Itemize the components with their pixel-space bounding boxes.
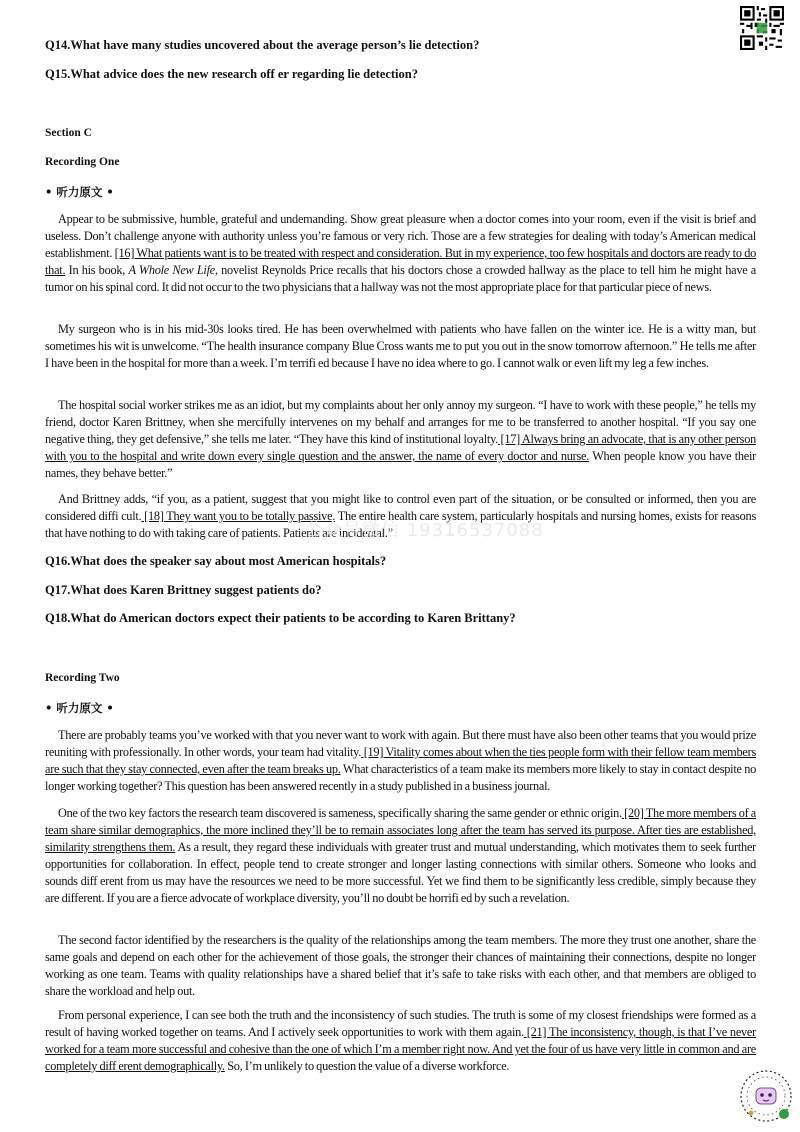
answer-20-underline: [20] The more members of a team share similar demographics, the more inclined they’ll be to remain associates long after the team has served its purpose. After ties are established, similarity strengthens them.: [45, 806, 756, 854]
paragraph-text: One of the two key factors the research team discovered is sameness, specifically sharing the same gender or ethnic origin.: [58, 806, 622, 820]
question-17: Q17.What does Karen Brittney suggest patients do?: [45, 583, 322, 597]
paragraph-text: In his book,: [65, 263, 129, 277]
recording-one-paragraph-1: [45, 211, 756, 296]
transcript-label: • 听力原文 •: [45, 701, 114, 715]
paragraph-text: There are probably teams you’ve worked with that you never want to work with again. But there must have also been other teams that you would prize reuniting with professionally. In other words, your team had vitality.: [45, 728, 756, 759]
recording-one-paragraph-3: [45, 397, 756, 482]
paragraph-text: , novelist Reynolds Price recalls that his doctors chose a crowded hallway as the place to tell him he might have a tumor on his spinal cord. It did not occur to the two physicians that a hallway was not the most appropriate place for that particular piece of news.: [45, 263, 757, 294]
recording-two-paragraph-2: [45, 805, 756, 907]
paragraph-text: Appear to be submissive, humble, grateful and undemanding. Show great pleasure when a doctor comes into your room, even if the visit is brief and useless. Don’t challenge anyone with authority unless you’re famous or very rich. Those are a few strategies for dealing with today’s American medical establishment.: [45, 212, 756, 260]
question-14: Q14.What have many studies uncovered about the average person’s lie detection?: [45, 38, 480, 52]
paragraph-text: So, I’m unlikely to question the value of a diverse workforce.: [224, 1059, 510, 1073]
book-title: A Whole New Life: [128, 263, 215, 277]
recording-one-paragraph-2: My surgeon who is in his mid-30s looks tired. He has been overwhelmed with patients who have fallen on the winter ice. He is a witty man, but sometimes his wit is unwelcome. “The health insurance company Blue Cross wants me to put you out in the snow tomorrow afternoon.” He tells me after I have been in the hospital for more than a week. I’m terrifi ed because I have no idea where to go. I cannot walk or even lift my leg a few inches.: [45, 322, 756, 370]
answer-17-underline: [17] Always bring an advocate, that is any other person with you to the hospital and write down every single question and the answer, the name of every doctor and nurse.: [45, 432, 756, 463]
paragraph-text: When people know you have their names, they behave better.”: [45, 449, 756, 480]
mascot-sticker-icon: [738, 1066, 794, 1126]
recording-one-title: Recording One: [45, 156, 120, 168]
answer-21-underline: [21] The inconsistency, though, is that I’ve never worked for a team more successful and cohesive than the one of which I’m a member right now. And yet the four of us have very little in common and are completely diff erent demographically.: [45, 1025, 756, 1073]
recording-two-paragraph-4: [45, 1007, 756, 1075]
paragraph-text: From personal experience, I can see both the truth and the inconsistency of such studies. The truth is some of my closest friendships were formed as a result of having worked together on teams. And I actively seek opportunities to work with them again.: [45, 1008, 756, 1039]
watermark: 公众号微信 19316537088: [305, 520, 544, 541]
question-18: Q18.What do American doctors expect their patients to be according to Karen Brittany?: [45, 611, 516, 625]
qr-code-icon: [740, 6, 784, 50]
paragraph-text: And Brittney adds, “if you, as a patient, suggest that you might like to control even part of the situation, or be consulted or informed, then you are considered diffi cult.: [45, 492, 756, 523]
paragraph-text: The entire health care system, particularly hospitals and nursing homes, exists for reasons that have nothing to do with taking care of patients. Patients are incidental.”: [45, 509, 756, 540]
paragraph-text: As a result, they regard these individuals with greater trust and mutual understanding, which motivates them to seek further opportunities for collaboration. In effect, people tend to create stronger and longer lasting connections with similar others. Someone who looks and sounds diff erent from us may have the resources we need to be more successful. Yet we find them to be significantly less credible, simply because they are different. If you are a fierce advocate of workplace diversity, you’ll no doubt be horrifi ed by such a revelation.: [45, 840, 756, 905]
paragraph-text: The hospital social worker strikes me as an idiot, but my complaints about her only annoy my surgeon. “I have to work with these people,” he tells my friend, doctor Karen Brittney, when she mercifully intervenes on my behalf and arranges for me to be transferred to another hospital. “If you say one negative thing, they get defensive,” she tells me later. “They have this kind of institutional loyalty.: [45, 398, 756, 446]
paragraph-text: What characteristics of a team make its members more likely to stay in contact despite no longer working together? This question has been answered recently in a study published in a business journal.: [45, 762, 756, 793]
recording-two-paragraph-1: [45, 727, 756, 795]
question-15: Q15.What advice does the new research off er regarding lie detection?: [45, 67, 418, 81]
answer-18-underline: [18] They want you to be totally passive.: [141, 509, 336, 523]
recording-two-title: Recording Two: [45, 672, 120, 684]
section-title: Section C: [45, 127, 92, 139]
transcript-label: • 听力原文 •: [45, 185, 114, 199]
recording-two-paragraph-3: The second factor identified by the researchers is the quality of the relationships among the team members. The more they trust one another, share the same goals and depend on each other for the achievement of those goals, the stronger their chances of maintaining their connections, despite no longer working as one team. Teams with quality relationships have a shared belief that it’s safe to take risks with each other, and that members are obliged to share the workload and help out.: [45, 933, 756, 998]
answer-19-underline: [19] Vitality comes about when the ties people form with their fellow team members are such that they stay connected, even after the team breaks up.: [45, 745, 756, 776]
question-16: Q16.What does the speaker say about most American hospitals?: [45, 554, 387, 568]
answer-16-underline: [16] What patients want is to be treated with respect and consideration. But in my experience, too few hospitals and doctors are ready to do that.: [45, 246, 756, 277]
